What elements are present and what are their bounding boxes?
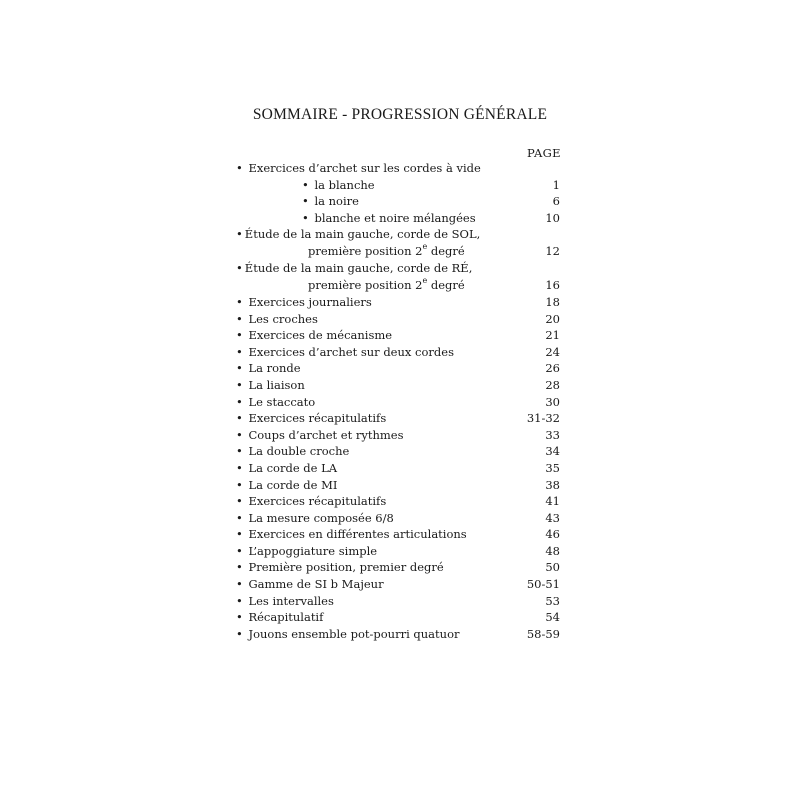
toc-page-number: 31-32 — [526, 411, 560, 426]
toc-entry-title: Exercices d’archet sur deux cordes — [248, 344, 454, 359]
toc-page-number: 20 — [545, 311, 560, 326]
toc-page-number: 46 — [545, 527, 560, 542]
toc-entry — [236, 559, 562, 576]
toc-page-number: 16 — [545, 278, 560, 293]
toc-entry-title: Exercices de mécanisme — [248, 328, 393, 343]
toc-entry — [236, 510, 562, 527]
bullet-icon: • — [236, 394, 243, 409]
superscript: e — [422, 242, 428, 252]
toc-entry — [236, 460, 562, 477]
bullet-icon: • — [236, 411, 243, 426]
toc-entry — [236, 344, 562, 361]
toc-entry-title: Première position, premier degré — [248, 560, 444, 575]
toc-entry-line2 — [236, 277, 562, 294]
toc-page-number: 30 — [545, 394, 560, 409]
toc-page-number: 26 — [545, 361, 560, 376]
toc-subentry — [236, 177, 562, 194]
bullet-icon: • — [236, 427, 243, 442]
toc-entry-title: Étude de la main gauche, corde de SOL, — [244, 227, 481, 242]
toc-entry — [236, 311, 562, 328]
toc-page-number: 21 — [545, 328, 560, 343]
toc-entry-title: Exercices récapitulatifs — [248, 411, 387, 426]
toc-entry-title: Les croches — [248, 311, 318, 326]
toc-entry — [236, 526, 562, 543]
toc-entry-title: La ronde — [248, 361, 301, 376]
toc-page-number: 6 — [552, 194, 560, 209]
bullet-icon: • — [236, 494, 243, 509]
toc-entry — [236, 226, 562, 260]
toc-entry-line1 — [236, 226, 562, 243]
toc-page-number: 18 — [545, 294, 560, 309]
toc-entry-title: Gamme de SI b Majeur — [248, 577, 384, 592]
toc-entry — [236, 443, 562, 460]
bullet-icon: • — [236, 444, 243, 459]
bullet-icon: • — [236, 460, 243, 475]
toc-entry-title: Exercices journaliers — [248, 294, 372, 309]
bullet-icon: • — [236, 294, 243, 309]
toc-entry-title: la blanche — [314, 177, 375, 192]
page-title: SOMMAIRE - PROGRESSION GÉNÉRALE — [252, 106, 548, 123]
superscript: e — [422, 276, 428, 286]
bullet-icon: • — [236, 477, 243, 492]
toc-entry-title: Récapitulatif — [248, 610, 324, 625]
toc-entry — [236, 626, 562, 643]
toc-page-number: 50 — [545, 560, 560, 575]
toc-page-number: 35 — [545, 460, 560, 475]
toc-entry — [236, 377, 562, 394]
toc-entry — [236, 294, 562, 311]
toc-page-number: 10 — [545, 210, 560, 225]
bullet-icon: • — [236, 626, 243, 641]
bullet-icon: • — [236, 527, 243, 542]
toc-entry — [236, 327, 562, 344]
bullet-icon: • — [236, 377, 243, 392]
bullet-icon: • — [236, 543, 243, 558]
toc-page-number: 34 — [545, 444, 560, 459]
toc-page-number: 50-51 — [526, 577, 560, 592]
toc-entry — [236, 160, 562, 177]
table-of-contents — [236, 160, 562, 642]
toc-subentry — [236, 210, 562, 227]
toc-entry-title-cont: degré — [427, 278, 465, 293]
toc-page-number: 41 — [545, 494, 560, 509]
bullet-icon: • — [302, 194, 309, 209]
toc-entry-title: Étude de la main gauche, corde de RÉ, — [244, 261, 473, 276]
toc-page-number: 24 — [545, 344, 560, 359]
toc-page-number: 58-59 — [526, 626, 560, 641]
toc-page-number: 48 — [545, 543, 560, 558]
bullet-icon: • — [236, 577, 243, 592]
toc-page-number: 43 — [545, 510, 560, 525]
toc-entry-title: La corde de LA — [248, 460, 338, 475]
toc-entry-title: La mesure composée 6/8 — [248, 510, 394, 525]
toc-entry-title: Exercices en différentes articulations — [248, 527, 467, 542]
bullet-icon: • — [236, 311, 243, 326]
toc-entry-title: Les intervalles — [248, 593, 334, 608]
toc-entry-title: Exercices d’archet sur les cordes à vide — [248, 161, 481, 175]
toc-page-number: 38 — [545, 477, 560, 492]
toc-entry — [236, 477, 562, 494]
bullet-icon: • — [236, 227, 243, 242]
toc-entry — [236, 427, 562, 444]
toc-page-number: 1 — [552, 177, 560, 192]
page-column-header: PAGE — [527, 146, 561, 160]
toc-entry — [236, 593, 562, 610]
toc-entry-title: blanche et noire mélangées — [314, 210, 476, 225]
toc-subentry — [236, 193, 562, 210]
toc-entry-title: la noire — [314, 194, 359, 209]
bullet-icon: • — [236, 344, 243, 359]
bullet-icon: • — [236, 261, 243, 276]
toc-page-number: 12 — [545, 244, 560, 259]
bullet-icon: • — [236, 610, 243, 625]
toc-entry-title: Jouons ensemble pot-pourri quatuor — [248, 626, 460, 641]
toc-entry — [236, 394, 562, 411]
bullet-icon: • — [302, 210, 309, 225]
toc-entry — [236, 260, 562, 294]
toc-entry-title: La corde de MI — [248, 477, 338, 492]
toc-entry — [236, 576, 562, 593]
toc-entry-title: Coups d’archet et rythmes — [248, 427, 404, 442]
toc-entry-title-cont: première position 2 — [308, 244, 423, 259]
toc-entry-title: La liaison — [248, 377, 305, 392]
bullet-icon: • — [236, 328, 243, 343]
toc-entry-title: Le staccato — [248, 394, 316, 409]
toc-page-number: 53 — [545, 593, 560, 608]
toc-page-number: 28 — [545, 377, 560, 392]
toc-entry-title: La double croche — [248, 444, 350, 459]
toc-entry-line1 — [236, 260, 562, 277]
toc-page-number: 33 — [545, 427, 560, 442]
toc-entry-title: L’appoggiature simple — [248, 543, 378, 558]
toc-page-number: 54 — [545, 610, 560, 625]
toc-entry-title-cont: degré — [427, 244, 465, 259]
bullet-icon: • — [302, 177, 309, 192]
toc-entry — [236, 493, 562, 510]
toc-entry-line2 — [236, 243, 562, 260]
bullet-icon: • — [236, 593, 243, 608]
toc-entry — [236, 410, 562, 427]
bullet-icon: • — [236, 510, 243, 525]
toc-entry-title-cont: première position 2 — [308, 278, 423, 293]
toc-entry — [236, 360, 562, 377]
bullet-icon: • — [236, 560, 243, 575]
bullet-icon: • — [236, 361, 243, 376]
bullet-icon: • — [236, 161, 243, 175]
toc-entry — [236, 543, 562, 560]
toc-entry-title: Exercices récapitulatifs — [248, 494, 387, 509]
toc-entry — [236, 609, 562, 626]
